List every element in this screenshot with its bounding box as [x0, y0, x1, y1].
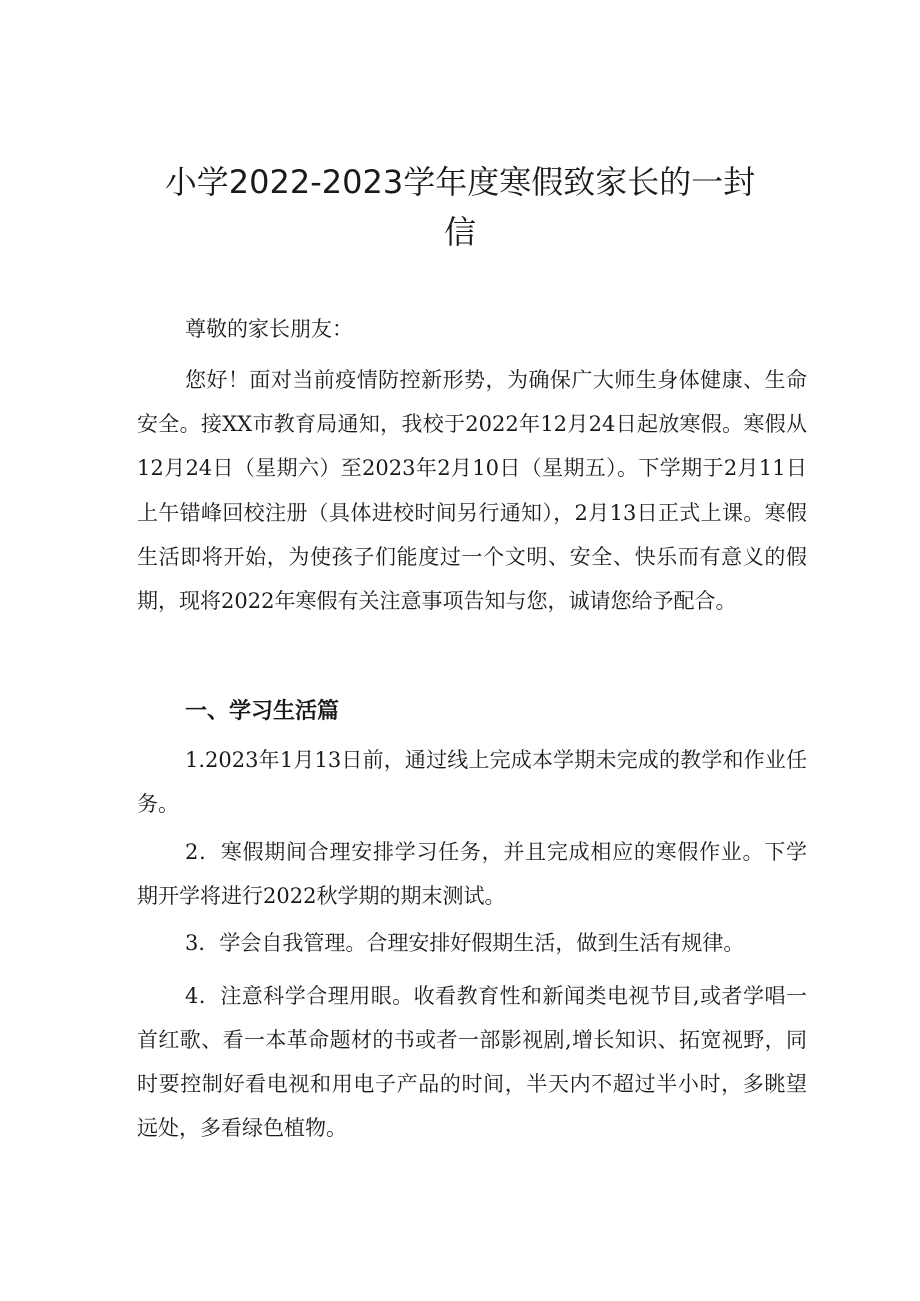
section-heading-study-life: 一、学习生活篇 [185, 699, 340, 724]
intro-paragraph: 您好！面对当前疫情防控新形势，为确保广大师生身体健康、生命安全。接XX市教育局通知，我校于2022年12月24日起放寒假。寒假从12月24日（星期六）至2023年2月10日（星期五）。下学期于2月11日上午错峰回校注册（具体进校时间另行通知），2月13日正式上课。寒假生活即将开始，为使孩子们能度过一个文明、安全、快乐而有意义的假期，现将2022年寒假有关注意事项告知与您，诚请您给予配合。 [137, 368, 807, 614]
list-item-3: 3．学会自我管理。合理安排好假期生活，做到生活有规律。 [185, 931, 745, 955]
list-item-2: 2．寒假期间合理安排学习任务，并且完成相应的寒假作业。下学期开学将进行2022秋学期的期末测试。 [137, 840, 807, 908]
document-title-continued: 信 [443, 213, 476, 251]
list-item-4: 4．注意科学合理用眼。收看教育性和新闻类电视节目,或者学唱一首红歌、看一本革命题材的书或者一部影视剧,增长知识、拓宽视野，同时要控制好看电视和用电子产品的时间，半天内不超过半小时，多眺望远处，多看绿色植物。 [137, 984, 807, 1140]
salutation: 尊敬的家长朋友： [185, 317, 353, 341]
document-title: 小学2022-2023学年度寒假致家长的一封 [164, 163, 756, 201]
list-item-1: 1.2023年1月13日前，通过线上完成本学期未完成的教学和作业任务。 [137, 748, 807, 816]
